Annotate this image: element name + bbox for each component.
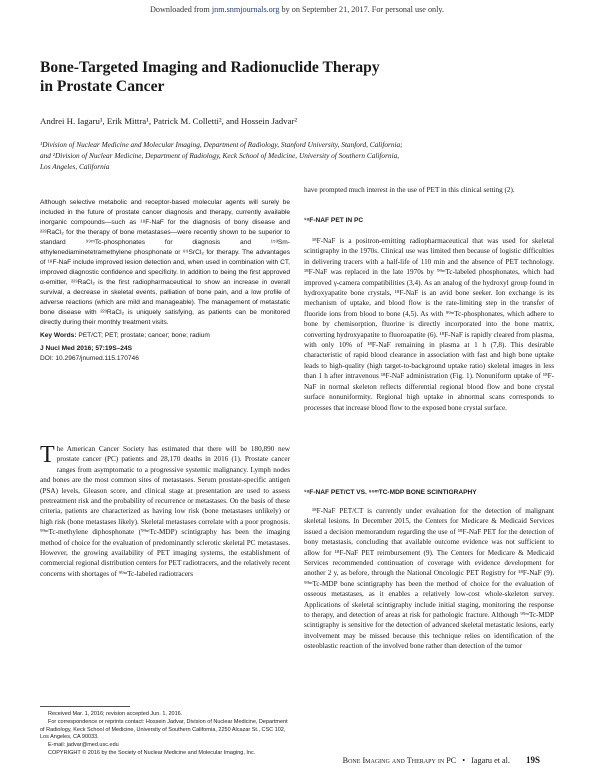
footnote-divider [40, 706, 130, 707]
footer-journal: Bone Imaging and Therapy in PC [342, 756, 457, 765]
continuation-text: have prompted much interest in the use of PET in this clinical setting (2). [304, 186, 515, 194]
download-notice-suffix: by on September 21, 2017. For personal use only. [279, 5, 445, 14]
affiliation-1: ¹Division of Nuclear Medicine and Molecular Imaging, Department of Radiology, Stanford University, Stanford, California; [40, 140, 403, 149]
abstract-text: Although selective metabolic and receptor-based molecular agents will surely be included in the future of prostate cancer diagnosis and therapy, currently available inorganic compounds—such as ¹⁸F-NaF for the diagnosis of bony disease and ²²³RaCl₂ for the therapy of bone metastases—were recently shown to be superior to standard ⁹⁹ᵐTc-phosphonates for diagnosis and ¹⁵³Sm-ethylenediaminetetramethylene phosphonate or ⁸⁹SrCl₂ for therapy. The advantages of ¹⁸F-NaF include improved lesion detection and, when used in combination with CT, improved diagnostic confidence and specificity. In addition to being the first approved α-emitter, ²²³RaCl₂ is the first radiopharmaceutical to show an increase in overall survival, a decrease in skeletal events, palliation of bone pain, and a low profile of adverse reactions (which are mild and manageable). The management of metastatic bone disease with ²²³RaCl₂ is uniquely satisfying, as patients can be monitored directly during their monthly treatment visits. [40, 199, 290, 326]
page-number: 19S [525, 755, 540, 765]
affiliation-2: and ²Division of Nuclear Medicine, Department of Radiology, Keck School of Medicine, University of Southern California, [40, 151, 400, 160]
section-1-body [304, 236, 554, 413]
footnote-copyright: COPYRIGHT © 2016 by the Society of Nuclear Medicine and Molecular Imaging, Inc. [48, 750, 256, 757]
journal-link[interactable]: jnm.snmjournals.org [211, 5, 280, 14]
doi: DOI: 10.2967/jnumed.115.170746 [40, 355, 139, 362]
section-2-body [304, 506, 554, 652]
keywords-label: Key Words: [40, 332, 77, 339]
footnote-correspondence: For correspondence or reprints contact: Hossein Jadvar, Division of Nuclear Medicine, Department of Radiology, Keck School of Medicine, University of Southern California, 2250 Alcazar St., CSC 102, Los Angeles, CA 90033. [40, 719, 288, 740]
affiliations [40, 139, 560, 172]
footnote-received: Received Mar. 1, 2016; revision accepted Jun. 1, 2016. [48, 711, 183, 717]
section-2-text: ¹⁸F-NaF PET/CT is currently under evaluation for the detection of malignant skeletal lesions. In December 2015, the Centers for Medicare & Medicaid Services issued a decision memorandum regarding the use of ¹⁸F-NaF PET for the detection of bony metastasis, concluding that available outcome evidence was not sufficient to allow for ¹⁸F-NaF PET reimbursement (9). The Centers for Medicare & Medicaid Services recommended continuation of coverage with evidence development for another 2 y, as before, through the National Oncologic PET Registry for ¹⁸F-NaF (9). ⁹⁹ᵐTc-MDP bone scintigraphy has been the method of choice for the evaluation of osseous metastases, as it enables a relatively low-cost whole-skeleton survey. Applications of skeletal scintigraphy include initial staging, monitoring the response to therapy, and detection of areas at risk for pathologic fracture. Although ⁹⁹ᵐTc-MDP scintigraphy is sensitive for the detection of advanced skeletal metastatic lesions, early involvement may be missed because this technique relies on identification of the osteoblastic reaction of the involved bone rather than detection of the tumor [304, 507, 554, 651]
section-heading-1: ¹⁸F-NAF PET IN PC [304, 217, 364, 224]
affiliation-3: Los Angeles, California [40, 162, 110, 171]
title-line-2: in Prostate Cancer [40, 78, 165, 95]
author-list: Andrei H. Iagaru¹, Erik Mittra¹, Patrick M. Colletti², and Hossein Jadvar² [40, 116, 298, 126]
keywords-text: PET/CT; PET; prostate; cancer; bone; radium [76, 332, 210, 339]
section-heading-2: ¹⁸F-NAF PET/CT VS. ⁹⁹ᵐTC-MDP BONE SCINTIGRAPHY [304, 489, 477, 496]
page-footer [343, 755, 540, 765]
right-continuation [304, 185, 554, 195]
download-notice [0, 5, 594, 14]
section-1-text: ¹⁸F-NaF is a positron-emitting radiopharmaceutical that was used for skeletal scintigraphy in the 1970s. Clinical use was limited then because of logistic difficulties in delivering tracers with a half-life of 110 min and the absence of PET technology. ¹⁸F-NaF was replaced in the late 1970s by ⁹⁹ᵐTc-labeled phosphonates, which had improved γ-camera compatibilities (3,4). As an analog of the hydroxyl group found in hydroxyapatite bone crystals, ¹⁸F-NaF is an avid bone seeker. Ion exchange is its mechanism of uptake, and blood flow is the rate-limiting step in the transfer of fluoride ions from blood to bone (4,5). As with ⁹⁹ᵐTc-phosphonates, which adhere to bone by chemisorption, fluorine is directly incorporated into the bone matrix, converting hydroxyapatite to fluoroapatite (6). ¹⁸F-NaF is rapidly cleared from plasma, with only 10% of ¹⁸F-NaF remaining in plasma at 1 h (7,8). This desirable characteristic of rapid blood clearance in association with fast and high bone uptake leads to high-quality (high target-to-background uptake ratio) skeletal images in less than 1 h after intravenous ¹⁸F-NaF administration (Fig. 1). Nonuniform uptake of ¹⁸F-NaF in normal skeleton reflects differential regional blood flow and bone crystal surface nonuniformity. Regional high uptake in abnormal scans corresponds to processes that increase blood flow to the exposed bone crystal surface. [304, 237, 554, 412]
footnotes [40, 711, 290, 759]
title-line-1: Bone-Targeted Imaging and Radionuclide Therapy [40, 59, 380, 76]
abstract-block [40, 198, 290, 364]
intro-text: he American Cancer Society has estimated that there will be 180,890 new prostate cancer (PC) patients and 28,170 deaths in 2016 (1). Prostate cancer ranges from asymptomatic to a progressive systemic malignancy. Lymph nodes and bones are the most common sites of metastases. Serum prostate-specific antigen (PSA) levels, Gleason score, and clinical stage at presentation are used to assess pretreatment risk and the probability of recurrence or metastases. On the basis of these criteria, patients are characterized as having low risk (bone metastases unlikely) or high risk (bone metastases likely). Skeletal metastases correlate with a poor prognosis. ⁹⁹ᵐTc-methylene diphosphonate (⁹⁹ᵐTc-MDP) scintigraphy has been the imaging method of choice for the evaluation of predominantly sclerotic skeletal PC metastases. However, the growing availability of PET imaging systems, the establishment of commercial regional distribution centers for PET radiotracers, and the relatively recent concerns with shortages of ⁹⁹ᵐTc-labeled radiotracers [40, 445, 290, 578]
citation-label: J Nucl Med 2016; 57:19S–24S [40, 345, 132, 352]
download-notice-prefix: Downloaded from [149, 5, 212, 14]
citation [40, 344, 290, 354]
keywords [40, 331, 290, 341]
drop-cap: T [40, 442, 55, 468]
article-title [40, 58, 560, 96]
footnote-email: E-mail: jadvar@med.usc.edu [48, 742, 119, 749]
footer-bullet: • [462, 756, 466, 765]
intro-paragraph [40, 444, 290, 579]
footer-authors: Iagaru et al. [471, 756, 510, 765]
